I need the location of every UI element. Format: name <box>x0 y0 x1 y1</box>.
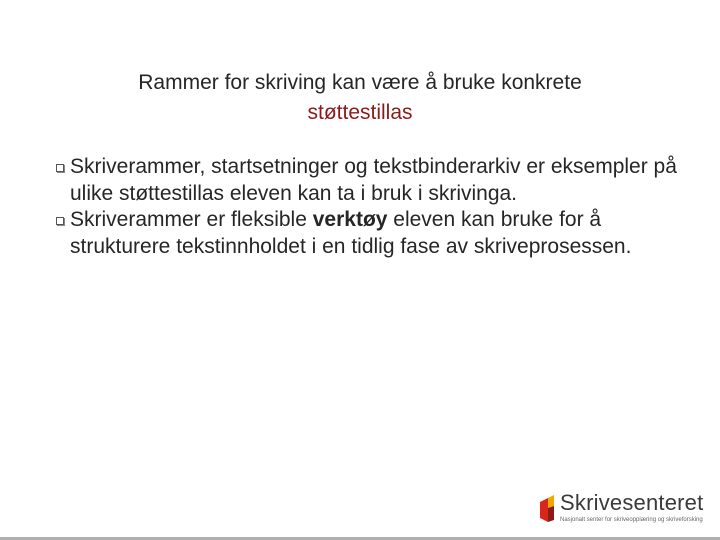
bullet-item <box>56 207 696 260</box>
square-bullet-icon <box>56 164 64 172</box>
slide-title-accent: støttestillas <box>307 101 413 124</box>
square-bullet-icon <box>56 217 64 225</box>
bullet-list <box>56 154 696 260</box>
bullet-text-part: Skriverammer, startsetninger og tekstbinderarkiv er eksempler på ulike støttestillas eleven kan ta i bruk i skrivinga. <box>70 155 677 205</box>
logo-tagline: Nasjonalt senter for skriveopplæring og skriveforsking <box>560 517 703 523</box>
bullet-text <box>70 154 696 207</box>
slide-title <box>0 68 720 128</box>
bullet-text-part: eleven kan bruke for å strukturere tekstinnholdet i en tidlig fase av skriveprosessen. <box>70 208 632 258</box>
skrivesenteret-logo-mark-icon <box>538 494 556 524</box>
bullet-text-bold: verktøy <box>312 208 388 231</box>
bullet-text <box>70 207 696 260</box>
bullet-item <box>56 154 696 207</box>
slide-title-line-1: Rammer for skriving kan være å bruke konkrete <box>138 71 582 94</box>
bullet-text-part: Skriverammer er fleksible <box>70 208 313 231</box>
logo-name: Skrivesenteret <box>560 490 704 515</box>
skrivesenteret-logo <box>538 492 713 532</box>
